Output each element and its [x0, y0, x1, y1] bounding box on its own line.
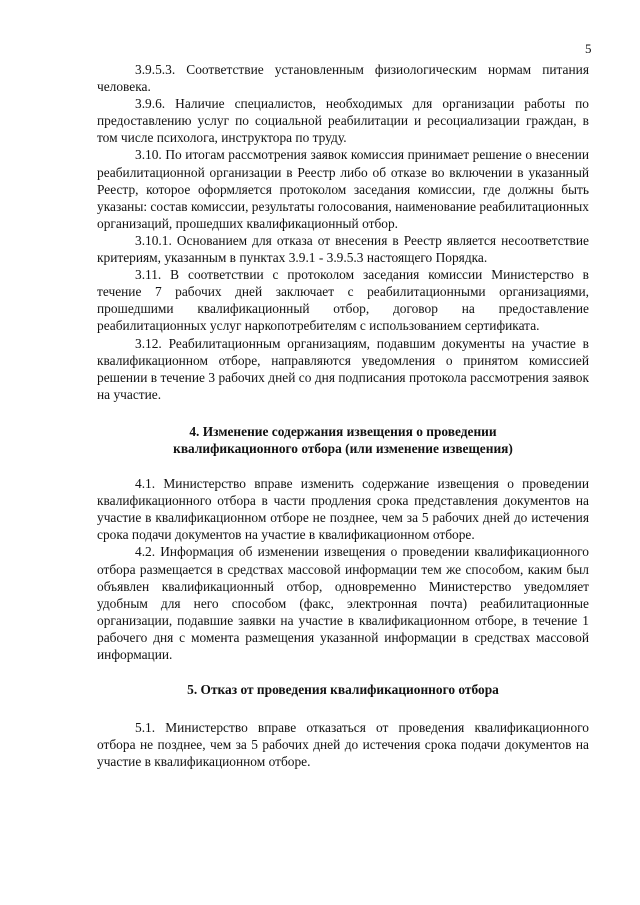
- paragraph-3-12: 3.12. Реабилитационным организациям, подавшим документы на участие в квалификационном отборе, направляются уведомления о принятом комиссией решении в течение 3 рабочих дней со дня подписания протокола рассмотрения заявок на участие.: [97, 335, 589, 402]
- paragraph-3-9-5-3: 3.9.5.3. Соответствие установленным физиологическим нормам питания человека.: [97, 62, 589, 95]
- section-5-heading: 5. Отказ от проведения квалификационного отбора: [187, 682, 499, 698]
- paragraph-3-10: 3.10. По итогам рассмотрения заявок комиссия принимает решение о внесении реабилитационной организации в Реестр либо об отказе во включении в указанный Реестр, которое оформляется протоколом заседания комиссии, где должны быть указаны: состав комиссии, результаты голосования, наименование реабилитационных организаций, прошедших квалификационный отбор.: [97, 147, 589, 231]
- page-number: 5: [585, 41, 592, 56]
- page-content: [97, 61, 589, 770]
- paragraph-3-11: 3.11. В соответствии с протоколом заседания комиссии Министерство в течение 7 рабочих дней заключает с реабилитационными организациями, прошедшими квалификационный отбор, договор на предоставление реабилитационных услуг наркопотребителям с использованием сертификата.: [97, 267, 589, 334]
- paragraph-3-10-1: 3.10.1. Основанием для отказа от внесения в Реестр является несоответствие критериям, указанным в пунктах 3.9.1 - 3.9.5.3 настоящего Порядка.: [97, 232, 589, 266]
- paragraph-5-1: 5.1. Министерство вправе отказаться от проведения квалификационного отбора не позднее, чем за 5 рабочих дней до истечения срока подачи документов на участие в квалификационном отборе.: [97, 720, 589, 770]
- paragraph-3-9-6: 3.9.6. Наличие специалистов, необходимых для организации работы по предоставлению услуг по социальной реабилитации и ресоциализации граждан, в том числе психолога, инструктора по труду.: [97, 96, 589, 146]
- paragraph-4-1: 4.1. Министерство вправе изменить содержание извещения о проведении квалификационного отбора в части продления срока представления документов на участие в квалификационном отборе не позднее, чем за 5 рабочих дней до истечения срока подачи документов на участие в квалификационном отборе.: [97, 476, 589, 543]
- section-4-heading: [97, 423, 589, 457]
- section-4-heading-line-1: 4. Изменение содержания извещения о проведении: [189, 423, 497, 439]
- section-4-heading-line-2: квалификационного отбора (или изменение извещения): [173, 440, 513, 456]
- paragraph-4-2: 4.2. Информация об изменении извещения о проведении квалификационного отбора размещается в средствах массовой информации тем же способом, каким был объявлен квалификационный отбор, одновременно Министерство уведомляет удобным для него способом (факс, электронная почта) реабилитационные организации, подавшие заявки на участие в квалификационном отборе, в течение 1 рабочего дня с момента размещения указанной информации в средствах массовой информации.: [97, 544, 589, 662]
